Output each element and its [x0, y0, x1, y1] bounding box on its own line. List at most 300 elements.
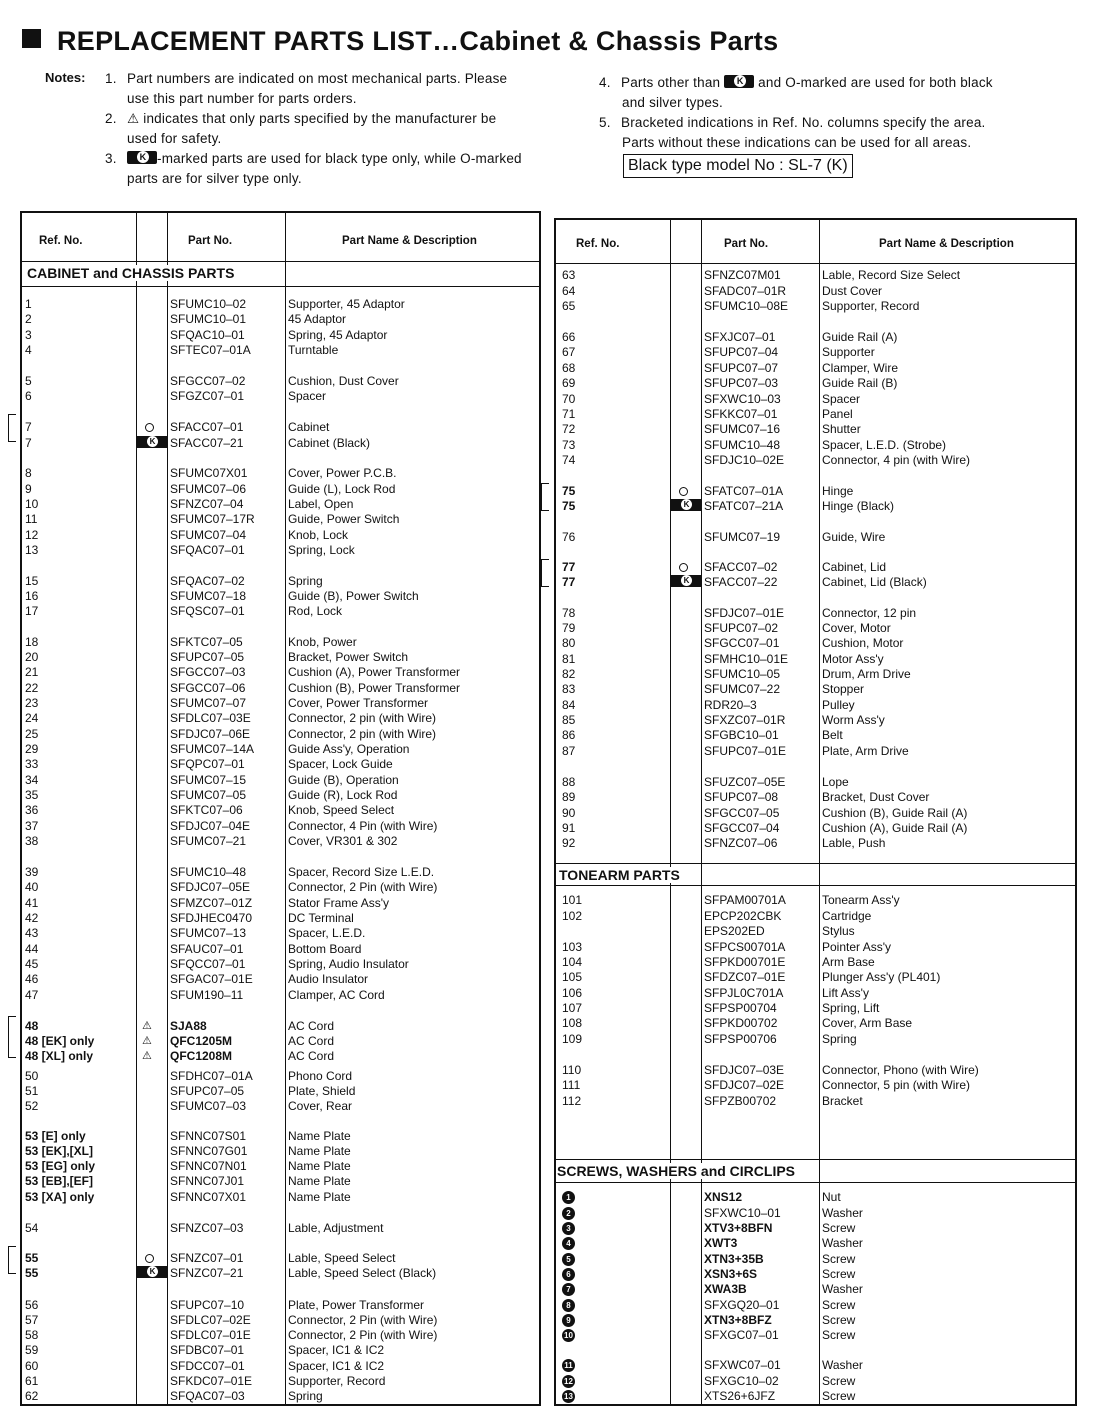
note-text: and O-marked are used for both black [758, 75, 993, 90]
part-description: Clamper, Wire [822, 361, 899, 375]
table-row [556, 713, 1075, 728]
part-no: EPCP202CBK [704, 909, 782, 923]
ref-number-badge-icon: 4 [562, 1237, 575, 1250]
part-description: Supporter, Record [288, 1374, 386, 1388]
ref-no: 81 [562, 652, 576, 666]
part-description: Lable, Record Size Select [822, 268, 961, 282]
ref-no: 51 [25, 1084, 39, 1098]
square-bullet-icon [22, 29, 41, 48]
part-no: SFACC07–02 [704, 560, 778, 574]
ref-no: 40 [25, 880, 39, 894]
part-description: Shutter [822, 422, 861, 436]
table-row [556, 1094, 1075, 1109]
section-screws: SCREWS, WASHERS and CIRCLIPS [557, 1163, 801, 1179]
part-description: Screw [822, 1252, 856, 1266]
part-description: Guide Rail (A) [822, 330, 898, 344]
part-no: SFUPC07–10 [170, 1298, 245, 1312]
table-row [556, 970, 1075, 985]
part-description: Connector, 2 pin (with Wire) [288, 711, 437, 725]
part-no: SFACC07–21 [170, 436, 244, 450]
part-no: SFUMC07–07 [170, 696, 247, 710]
table-row [22, 1084, 539, 1099]
ref-number-badge-icon: 10 [562, 1329, 575, 1342]
ref-no: 106 [562, 986, 583, 1000]
part-no: SFDHC07–01A [170, 1069, 253, 1083]
ref-no: 77 [562, 560, 576, 574]
part-no: SFXJC07–01 [704, 330, 776, 344]
part-no: SFUMC10–08E [704, 299, 789, 313]
part-no: SFUMC07–03 [170, 1099, 247, 1113]
silver-type-circle-icon [679, 487, 688, 496]
table-row [22, 1313, 539, 1328]
ref-no: 66 [562, 330, 576, 344]
ref-number-badge-icon: 3 [562, 1222, 575, 1235]
part-description: Cushion, Dust Cover [288, 374, 399, 388]
part-description: Turntable [288, 343, 339, 357]
part-description: Cabinet (Black) [288, 436, 371, 450]
part-description: Phono Cord [288, 1069, 353, 1083]
part-no: XNS12 [704, 1190, 743, 1204]
part-no: SFQAC07–03 [170, 1389, 245, 1403]
part-no: SFUPC07–04 [704, 345, 779, 359]
part-description: Belt [822, 728, 843, 742]
ref-no: 17 [25, 604, 39, 618]
ref-no: 16 [25, 589, 39, 603]
part-no: SFUPC07–03 [704, 376, 779, 390]
ref-no: 37 [25, 819, 39, 833]
table-row [22, 528, 539, 543]
ref-no: 71 [562, 407, 576, 421]
ref-no: 75 [562, 499, 576, 513]
part-description: Spacer, Record Size L.E.D. [288, 865, 435, 879]
part-description: Cushion (A), Power Transformer [288, 665, 461, 679]
table-row [556, 924, 1075, 939]
left-parts-table [20, 211, 541, 1406]
table-row [22, 988, 539, 1003]
silver-type-circle-icon [145, 423, 154, 432]
part-no: SFUMC10–48 [704, 438, 781, 452]
table-row [556, 1221, 1075, 1236]
part-description: Lift Ass'y [822, 986, 869, 1000]
part-description: Screw [822, 1298, 856, 1312]
table-row [22, 589, 539, 604]
header-description: Part Name & Description [879, 238, 1014, 250]
part-no: XTN3+8BFZ [704, 1313, 772, 1327]
part-description: Spring [288, 574, 323, 588]
part-no: SFXWC10–01 [704, 1206, 781, 1220]
part-description: Lable, Speed Select (Black) [288, 1266, 437, 1280]
part-description: Cushion (A), Guide Rail (A) [822, 821, 968, 835]
part-no: SFGCC07–02 [170, 374, 246, 388]
model-number-box: Black type model No : SL-7 (K) [623, 154, 853, 178]
part-no: SFATC07–01A [704, 484, 784, 498]
part-no: SFNZC07–01 [170, 1251, 244, 1265]
part-no: SFUMC07–19 [704, 530, 781, 544]
table-row [22, 574, 539, 589]
table-row [22, 1251, 539, 1266]
part-description: Screw [822, 1267, 856, 1281]
part-description: Screw [822, 1328, 856, 1342]
part-no: SFXGC07–01 [704, 1328, 779, 1342]
part-no: SFNNC07X01 [170, 1190, 247, 1204]
section-divider [556, 1182, 1075, 1183]
ref-no: 39 [25, 865, 39, 879]
ref-no: 76 [562, 530, 576, 544]
part-no: SFUMC10–05 [704, 667, 781, 681]
part-description: Cabinet, Lid [822, 560, 887, 574]
part-description: Name Plate [288, 1144, 351, 1158]
header-part-no: Part No. [724, 238, 769, 250]
part-no: SFTEC07–01A [170, 343, 251, 357]
part-description: Spacer, IC1 & IC2 [288, 1359, 385, 1373]
part-description: Nut [822, 1190, 841, 1204]
ref-no: 73 [562, 438, 576, 452]
table-row [22, 727, 539, 742]
part-description: Spring [288, 1389, 323, 1403]
table-row [556, 299, 1075, 314]
table-row [556, 361, 1075, 376]
table-row [556, 1236, 1075, 1251]
table-row [556, 1001, 1075, 1016]
ref-no: 53 [EB],[EF] [25, 1174, 94, 1188]
part-no: SFNNC07N01 [170, 1159, 247, 1173]
part-description: Hinge [822, 484, 854, 498]
part-no: RDR20–3 [704, 698, 757, 712]
part-no: SFUMC07X01 [170, 466, 248, 480]
table-row [556, 893, 1075, 908]
ref-no: 77 [562, 575, 576, 589]
section-tonearm: TONEARM PARTS [559, 867, 686, 883]
part-description: Supporter, Record [822, 299, 920, 313]
area-bracket [8, 1016, 16, 1058]
part-description: Guide (L), Lock Rod [288, 482, 396, 496]
ref-no: 67 [562, 345, 576, 359]
ref-no: 36 [25, 803, 39, 817]
part-description: Stopper [822, 682, 865, 696]
part-no: SFDLC07–01E [170, 1328, 251, 1342]
part-no: SFUMC07–22 [704, 682, 781, 696]
note-1-cont: use this part number for parts orders. [127, 91, 357, 106]
ref-no: 104 [562, 955, 583, 969]
table-row [22, 1190, 539, 1205]
part-description: Spacer, Lock Guide [288, 757, 393, 771]
part-no: SFDJC07–02E [704, 1078, 785, 1092]
ref-no: 8 [25, 466, 32, 480]
table-row [556, 606, 1075, 621]
part-no: SFUPC07–08 [704, 790, 779, 804]
part-description: Guide (B), Power Switch [288, 589, 419, 603]
part-description: Cartridge [822, 909, 872, 923]
table-row [556, 1328, 1075, 1343]
section-divider [22, 286, 539, 287]
ref-no: 24 [25, 711, 39, 725]
table-row [22, 635, 539, 650]
table-row [22, 1374, 539, 1389]
table-row [556, 986, 1075, 1001]
part-no: SFGCC07–03 [170, 665, 246, 679]
ref-no: 79 [562, 621, 576, 635]
part-description: Plate, Power Transformer [288, 1298, 425, 1312]
note-2-cont: used for safety. [127, 131, 222, 146]
part-description: Spacer, L.E.D. (Strobe) [822, 438, 947, 452]
part-description: Cover, Motor [822, 621, 891, 635]
part-description: Connector, 12 pin [822, 606, 917, 620]
part-no: SFQPC07–01 [170, 757, 245, 771]
black-type-badge-icon [671, 499, 701, 511]
ref-no: 6 [25, 389, 32, 403]
ref-no: 70 [562, 392, 576, 406]
part-description: Washer [822, 1282, 863, 1296]
ref-no: 46 [25, 972, 39, 986]
part-no: SFMZC07–01Z [170, 896, 253, 910]
note-num: 5. [599, 115, 611, 130]
ref-no: 101 [562, 893, 583, 907]
part-no: XTV3+8BFN [704, 1221, 773, 1235]
part-description: Connector, 2 Pin (with Wire) [288, 880, 438, 894]
part-no: SFUPC07–02 [704, 621, 779, 635]
part-no: SFPSP00706 [704, 1032, 777, 1046]
part-description: Clamper, AC Cord [288, 988, 385, 1002]
table-row [556, 284, 1075, 299]
note-3-cont: parts are for silver type only. [127, 171, 302, 186]
table-row [22, 773, 539, 788]
table-row [556, 268, 1075, 283]
note-text: -marked parts are used for black type only, while O-marked [157, 151, 522, 166]
ref-no: 88 [562, 775, 576, 789]
part-description: Audio Insulator [288, 972, 369, 986]
table-row [556, 1063, 1075, 1078]
table-row [556, 407, 1075, 422]
safety-warning-icon: ⚠ [142, 1035, 152, 1047]
table-row [556, 790, 1075, 805]
table-row [556, 560, 1075, 575]
part-no: SFDCC07–01 [170, 1359, 245, 1373]
table-row [22, 926, 539, 941]
table-row [22, 1359, 539, 1374]
part-no: SFUPC07–05 [170, 650, 245, 664]
note-num: 4. [599, 75, 611, 90]
table-row [556, 1282, 1075, 1297]
part-description: Guide (R), Lock Rod [288, 788, 398, 802]
table-row [22, 1144, 539, 1159]
part-no: SFUMC07–18 [170, 589, 247, 603]
ref-number-badge-icon: 9 [562, 1314, 575, 1327]
table-row [22, 834, 539, 849]
part-no: SFPJL0C701A [704, 986, 784, 1000]
part-description: Connector, 5 pin (with Wire) [822, 1078, 971, 1092]
part-description: Spacer [288, 389, 327, 403]
ref-no: 4 [25, 343, 32, 357]
table-row [22, 374, 539, 389]
table-row [556, 392, 1075, 407]
table-row [556, 821, 1075, 836]
part-no: SFNNC07J01 [170, 1174, 245, 1188]
ref-no: 43 [25, 926, 39, 940]
part-description: Worm Ass'y [822, 713, 885, 727]
ref-no: 69 [562, 376, 576, 390]
part-no: SFUMC10–02 [170, 297, 247, 311]
part-no: SFXGQ20–01 [704, 1298, 780, 1312]
table-row [556, 728, 1075, 743]
ref-no: 44 [25, 942, 39, 956]
table-row [22, 497, 539, 512]
part-description: Lope [822, 775, 849, 789]
table-row [556, 438, 1075, 453]
part-no: SFMHC10–01E [704, 652, 789, 666]
area-bracket [8, 1246, 16, 1274]
table-row [22, 865, 539, 880]
title-text: REPLACEMENT PARTS LIST…Cabinet & Chassis Parts [57, 26, 779, 56]
part-description: Connector, 4 Pin (with Wire) [288, 819, 438, 833]
part-no: SFUMC10–48 [170, 865, 247, 879]
part-no: SFGBC10–01 [704, 728, 779, 742]
ref-no: 15 [25, 574, 39, 588]
part-description: Rod, Lock [288, 604, 343, 618]
area-bracket [8, 414, 16, 442]
ref-no: 38 [25, 834, 39, 848]
part-no: SFAUC07–01 [170, 942, 244, 956]
note-5-cont: Parts without these indications can be used for all areas. [622, 135, 972, 150]
part-no: SFUMC07–15 [170, 773, 247, 787]
section-divider [556, 885, 1075, 886]
table-row [22, 1034, 539, 1049]
ref-no: 48 [EK] only [25, 1034, 95, 1048]
part-no: SFDJC07–04E [170, 819, 251, 833]
part-no: SFUMC07–13 [170, 926, 247, 940]
table-row [22, 1174, 539, 1189]
part-no: QFC1205M [170, 1034, 233, 1048]
table-row [556, 1298, 1075, 1313]
part-no: SFNZC07–06 [704, 836, 778, 850]
ref-no: 109 [562, 1032, 583, 1046]
part-no: SFDJHEC0470 [170, 911, 253, 925]
ref-no: 103 [562, 940, 583, 954]
part-no: SFUMC10–01 [170, 312, 247, 326]
ref-no: 25 [25, 727, 39, 741]
part-description: Lable, Adjustment [288, 1221, 384, 1235]
table-row [556, 667, 1075, 682]
ref-no: 84 [562, 698, 576, 712]
ref-number-badge-icon: 12 [562, 1375, 575, 1388]
table-row [22, 512, 539, 527]
part-description: Bracket, Power Switch [288, 650, 409, 664]
table-row [556, 1016, 1075, 1031]
note-4 [599, 73, 993, 92]
part-description: DC Terminal [288, 911, 354, 925]
part-no: SFATC07–21A [704, 499, 784, 513]
part-description: Name Plate [288, 1129, 351, 1143]
part-description: Screw [822, 1374, 856, 1388]
ref-no: 75 [562, 484, 576, 498]
header-ref-no: Ref. No. [39, 235, 83, 247]
part-no: QFC1208M [170, 1049, 233, 1063]
table-row [22, 1298, 539, 1313]
table-row [556, 575, 1075, 590]
part-description: Spring, Audio Insulator [288, 957, 409, 971]
ref-no: 62 [25, 1389, 39, 1403]
note-4-cont: and silver types. [622, 95, 723, 110]
page-title [22, 26, 778, 57]
part-no: SFDZC07–01E [704, 970, 786, 984]
part-description: Connector, Phono (with Wire) [822, 1063, 979, 1077]
table-row [556, 499, 1075, 514]
part-description: Label, Open [288, 497, 354, 511]
ref-no: 56 [25, 1298, 39, 1312]
black-type-badge-icon [724, 75, 754, 88]
ref-no: 59 [25, 1343, 39, 1357]
table-row [556, 1389, 1075, 1404]
note-text: Parts other than [621, 75, 721, 90]
part-no: SFNNC07G01 [170, 1144, 248, 1158]
part-description: Bracket, Dust Cover [822, 790, 930, 804]
table-row [22, 803, 539, 818]
table-row [22, 1343, 539, 1358]
ref-no: 48 [25, 1019, 39, 1033]
part-description: Spring [822, 1032, 857, 1046]
part-no: SFDJC07–01E [704, 606, 785, 620]
part-no: SFUMC07–05 [170, 788, 247, 802]
part-no: SFUZC07–05E [704, 775, 786, 789]
part-no: SFXZC07–01R [704, 713, 786, 727]
ref-no: 82 [562, 667, 576, 681]
table-row [556, 836, 1075, 851]
part-no: SFUPC07–05 [170, 1084, 245, 1098]
part-description: Guide Ass'y, Operation [288, 742, 410, 756]
right-parts-table [554, 218, 1077, 1406]
part-no: SFUMC07–16 [704, 422, 781, 436]
note-2 [105, 109, 496, 128]
part-no: SFQAC07–02 [170, 574, 245, 588]
part-description: Cushion, Motor [822, 636, 904, 650]
part-no: SJA88 [170, 1019, 207, 1033]
ref-no: 64 [562, 284, 576, 298]
table-row [22, 297, 539, 312]
ref-no: 48 [XL] only [25, 1049, 94, 1063]
ref-no: 86 [562, 728, 576, 742]
ref-no: 52 [25, 1099, 39, 1113]
part-description: Supporter, 45 Adaptor [288, 297, 405, 311]
part-no: SFDLC07–03E [170, 711, 251, 725]
part-no: SFGCC07–05 [704, 806, 780, 820]
ref-no: 47 [25, 988, 39, 1002]
part-no: SFPCS00701A [704, 940, 786, 954]
table-row [556, 775, 1075, 790]
part-description: 45 Adaptor [288, 312, 347, 326]
part-description: Name Plate [288, 1159, 351, 1173]
table-row [22, 1129, 539, 1144]
ref-no: 20 [25, 650, 39, 664]
ref-no: 29 [25, 742, 39, 756]
part-description: Stator Frame Ass'y [288, 896, 389, 910]
part-description: Plunger Ass'y (PL401) [822, 970, 941, 984]
part-no: SFGCC07–06 [170, 681, 246, 695]
ref-no: 5 [25, 374, 32, 388]
table-row [556, 1358, 1075, 1373]
ref-number-badge-icon: 13 [562, 1390, 575, 1403]
table-row [556, 1190, 1075, 1205]
part-no: SFACC07–22 [704, 575, 778, 589]
table-row [556, 940, 1075, 955]
table-row [556, 1374, 1075, 1389]
part-description: Cover, VR301 & 302 [288, 834, 398, 848]
part-no: SFNZC07M01 [704, 268, 781, 282]
table-row [22, 819, 539, 834]
part-description: Drum, Arm Drive [822, 667, 911, 681]
table-row [556, 376, 1075, 391]
silver-type-circle-icon [145, 1254, 154, 1263]
ref-no: 78 [562, 606, 576, 620]
part-description: Screw [822, 1389, 856, 1403]
